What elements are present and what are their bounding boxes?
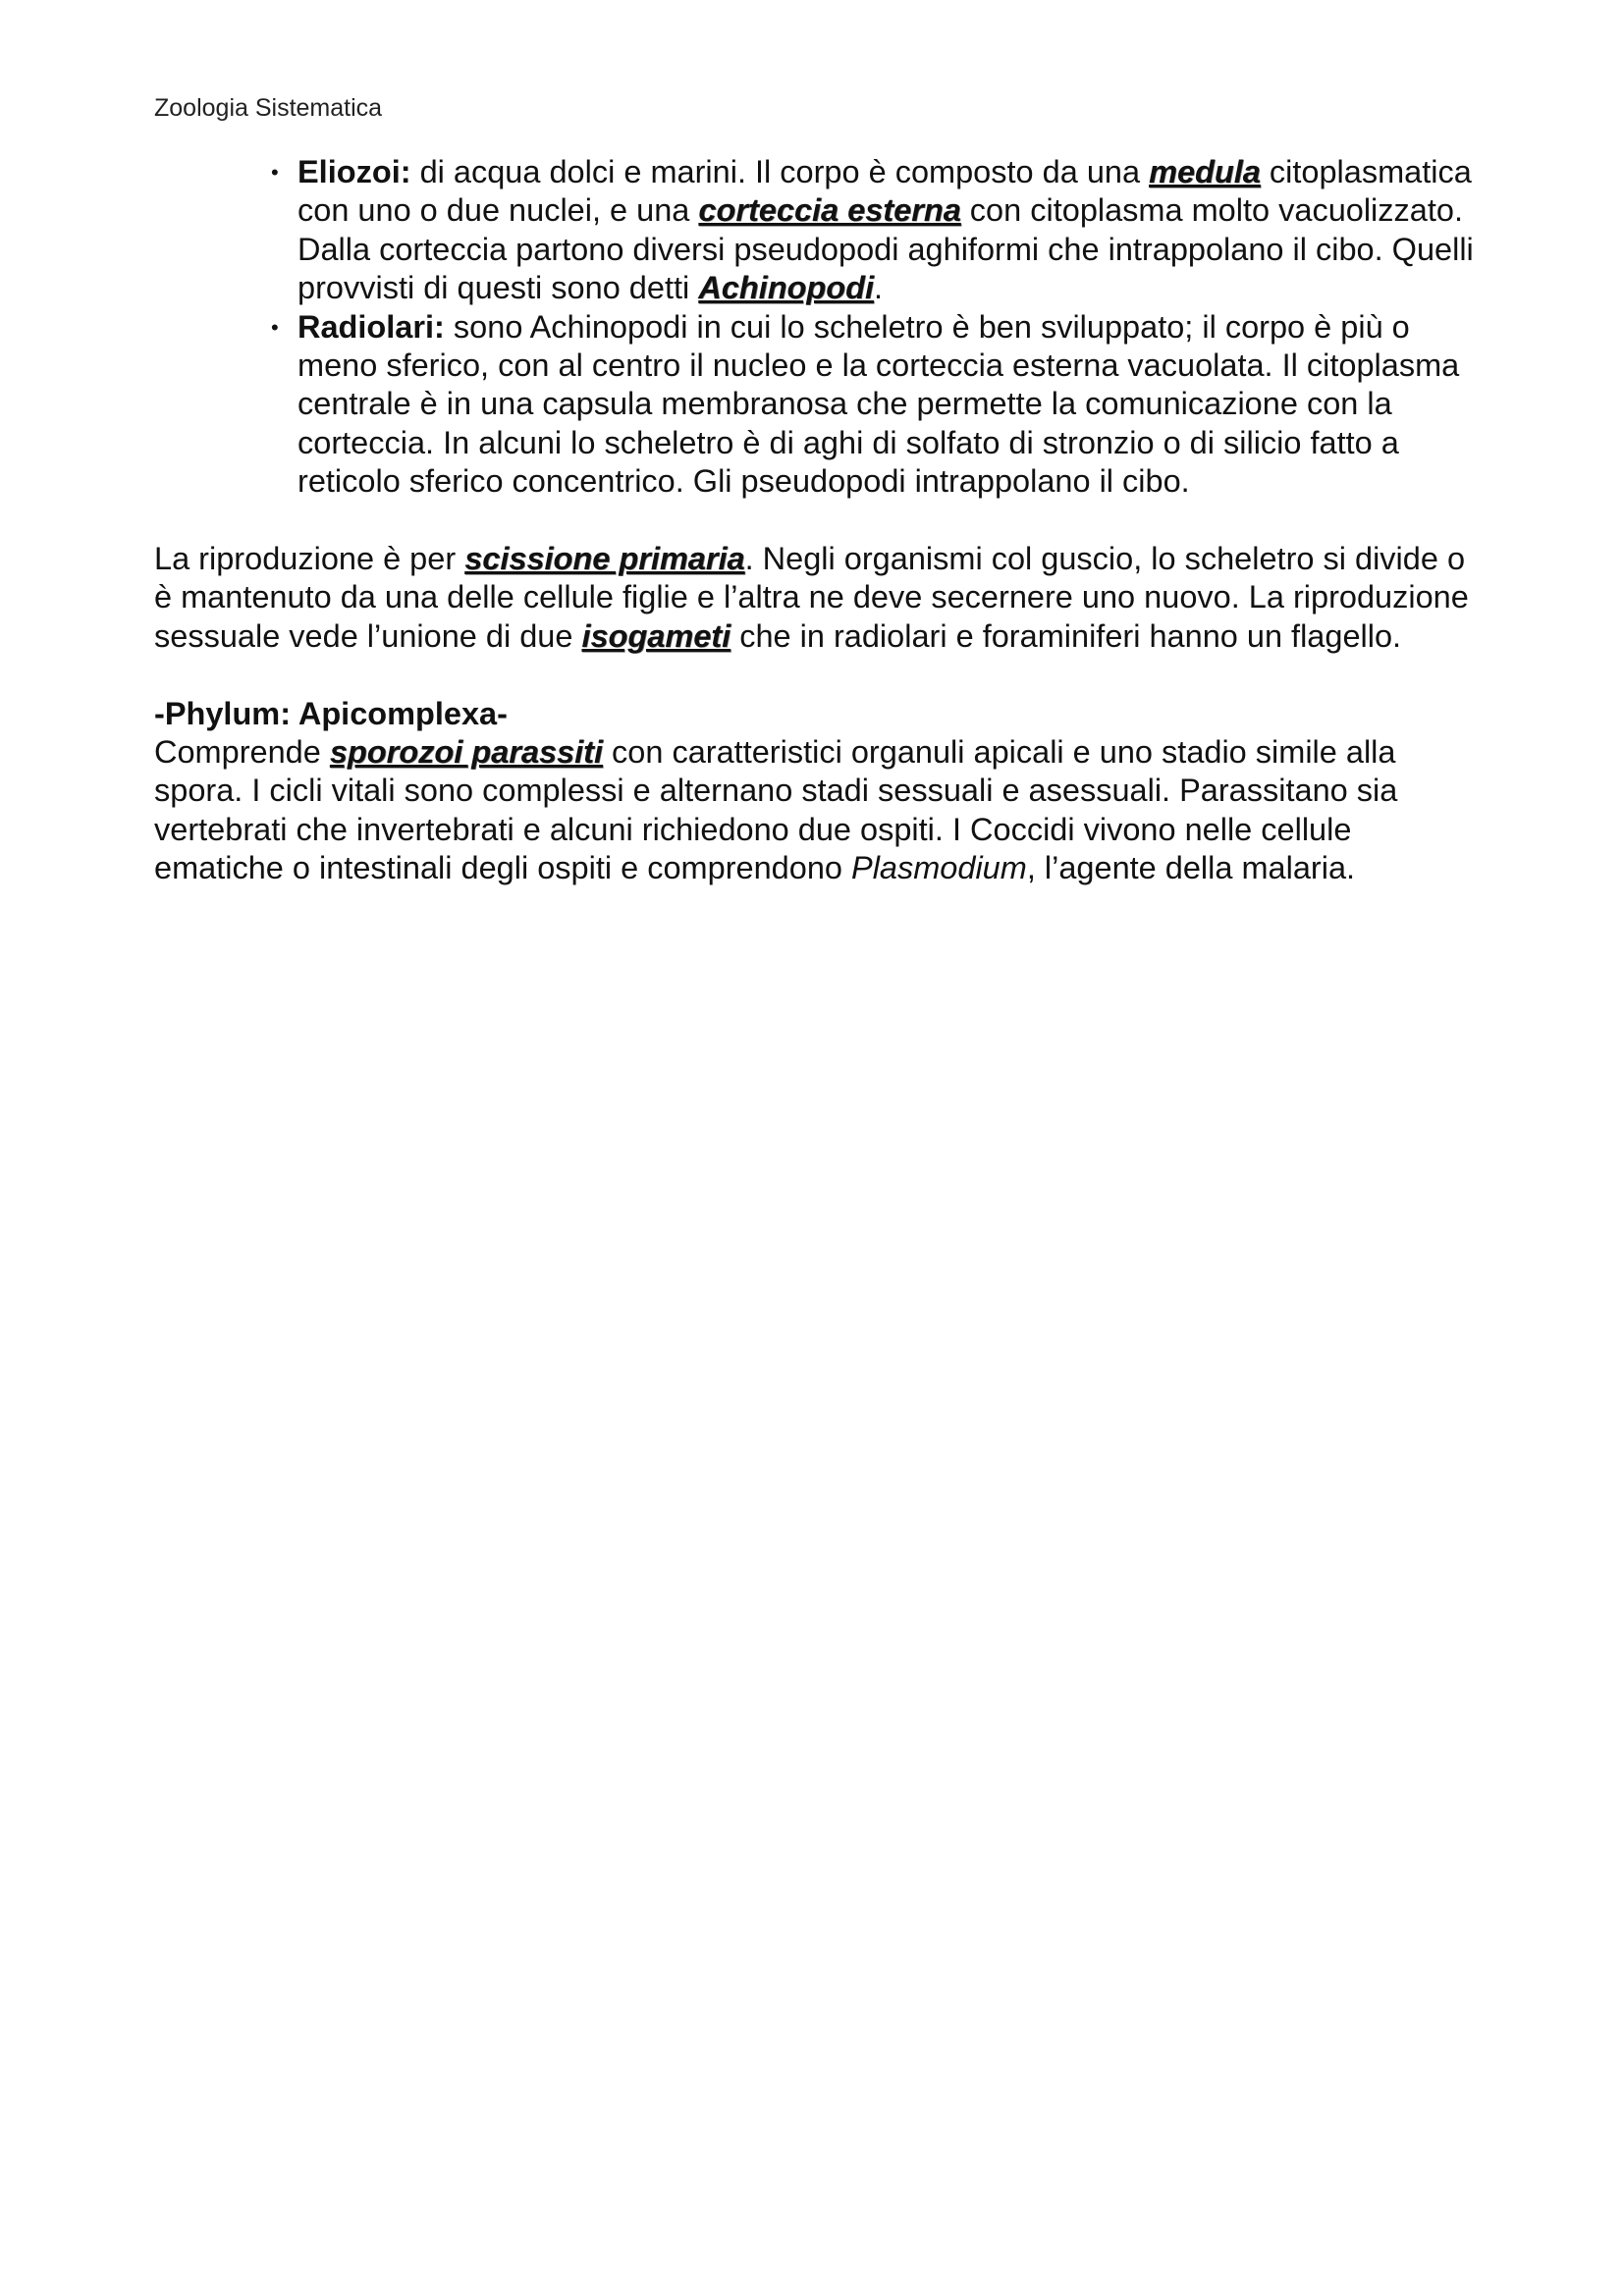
paragraph-text: , l’agente della malaria. [1026, 850, 1356, 886]
species-name: Plasmodium [851, 850, 1027, 886]
bullet-icon: • [271, 314, 279, 340]
paragraph-text: Comprende [154, 734, 330, 771]
key-term: medula [1149, 154, 1261, 189]
phylum-paragraph [154, 733, 1489, 888]
page-header: Zoologia Sistematica [154, 94, 383, 122]
reproduction-paragraph [154, 540, 1489, 656]
item-text: sono Achinopodi in cui lo scheletro è ben sviluppato; il corpo è più o meno sferico, con al centro il nucleo e la corteccia esterna vacuolata. Il citoplasma centrale è in una capsula membranosa che permette la comunicazione con la corteccia. In alcuni lo scheletro è di aghi di solfato di stronzio o di silicio fatto a reticolo sferico concentrico. Gli pseudopodi intrappolano il cibo. [298, 308, 1460, 500]
item-text: citoplasmatica con uno o due nuclei, e una [298, 154, 1472, 229]
item-text: . [873, 270, 884, 306]
item-text: di acqua dolci e marini. Il corpo è composto da una [410, 154, 1150, 189]
paragraph-text: . Negli organismi col guscio, lo scheletro si divide o è mantenuto da una delle cellule figlie e l’altra ne deve secernere uno nuovo. La riproduzione sessuale vede l’unione di due [154, 541, 1469, 654]
key-term: Achinopodi [698, 270, 874, 306]
item-text: con citoplasma molto vacuolizzato. Dalla corteccia partono diversi pseudopodi aghiformi che intrappolano il cibo. Quelli provvisti di questi sono detti [298, 192, 1474, 306]
paragraph-text: con caratteristici organuli apicali e uno stadio simile alla spora. I cicli vitali sono complessi e alternano stadi sessuali e asessuali. Parassitano sia vertebrati che invertebrati e alcuni richiedono due ospiti. I Coccidi vivono nelle cellule ematiche o intestinali degli ospiti e comprendono [154, 734, 1398, 886]
key-term: corteccia esterna [698, 192, 961, 229]
key-term: sporozoi parassiti [329, 734, 603, 771]
bullet-list [154, 153, 1489, 502]
key-term: isogameti [581, 617, 731, 654]
document-body [154, 153, 1489, 888]
section-heading: -Phylum: Apicomplexa- [154, 695, 508, 731]
bullet-icon: • [271, 160, 279, 185]
key-term: scissione primaria [464, 541, 745, 577]
list-item [154, 308, 1489, 502]
paragraph-text: che in radiolari e foraminiferi hanno un flagello. [730, 617, 1402, 654]
list-item [154, 153, 1489, 308]
item-label: Eliozoi: [298, 154, 411, 189]
paragraph-text: La riproduzione è per [154, 541, 465, 577]
item-label: Radiolari: [298, 308, 445, 345]
